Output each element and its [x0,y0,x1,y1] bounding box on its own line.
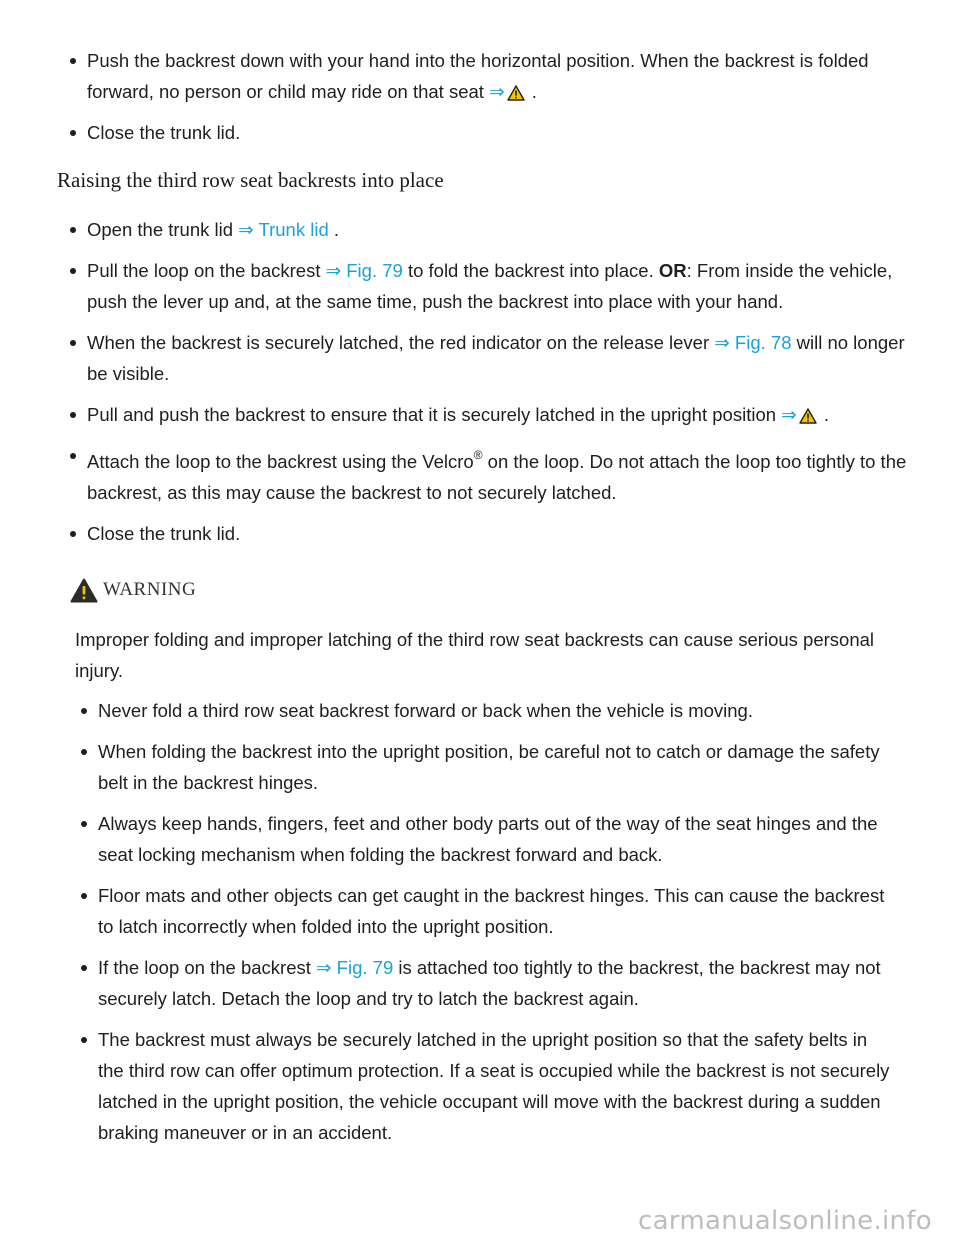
list-item [87,117,907,148]
warning-header [70,575,196,605]
item-text-mid: to fold the backrest into place. [402,260,659,281]
item-text-end: . [526,81,537,102]
fig-79-link[interactable]: ⇒ Fig. 79 [316,957,394,978]
list-item [87,327,907,389]
list-item [87,440,907,508]
item-text: Floor mats and other objects can get caught in the backrest hinges. This can cause the backrest to latch incorrectly when folded into the upright position. [98,885,885,937]
list-item [87,214,907,245]
item-text: When the backrest is securely latched, the red indicator on the release lever [87,332,715,353]
list-item [98,808,898,870]
list-item [87,518,907,549]
fig-78-link[interactable]: ⇒ Fig. 78 [714,332,792,353]
arrow-icon: ⇒ [781,404,797,425]
item-text: Attach the loop to the backrest using the Velcro [87,451,474,472]
warning-triangle-icon [70,578,98,603]
fig-79-link[interactable]: ⇒ Fig. 79 [325,260,403,281]
item-text-end: . [818,404,829,425]
list-item [87,399,907,430]
item-text: When folding the backrest into the upright position, be careful not to catch or damage the safety belt in the backrest hinges. [98,741,880,793]
item-text: Always keep hands, fingers, feet and other body parts out of the way of the seat hinges and the seat locking mechanism when folding the backrest forward and back. [98,813,878,865]
list-item [98,952,898,1014]
raise-steps-list [87,214,907,559]
warning-title: WARNING [103,579,197,600]
arrow-icon: ⇒ [489,81,505,102]
item-text-end: will no longer be visible. [87,332,905,384]
item-text: Push the backrest down with your hand into the horizontal position. When the backrest is folded forward, no person or child may ride on that seat [87,50,869,102]
item-text-end: . [328,219,340,240]
list-item [98,1024,898,1148]
or-emphasis: OR [658,260,687,281]
registered-mark: ® [473,448,483,462]
item-text: If the loop on the backrest [98,957,317,978]
warning-intro: Improper folding and improper latching of the third row seat backrests can cause serious personal injury. [75,629,875,681]
list-item [98,880,898,942]
item-text: Close the trunk lid. [87,122,241,143]
section-heading: Raising the third row seat backrests into place [57,168,444,192]
warning-triangle-icon [799,408,817,424]
warning-link[interactable] [781,404,819,425]
item-text: Pull the loop on the backrest [87,260,326,281]
watermark: carmanualsonline.info [637,1206,932,1236]
item-text: Pull and push the backrest to ensure that it is securely latched in the upright position [87,404,782,425]
list-item [98,736,898,798]
fold-steps-list [87,45,907,158]
warning-triangle-icon [507,85,525,101]
item-text: Never fold a third row seat backrest forward or back when the vehicle is moving. [98,700,753,721]
list-item [87,255,907,317]
warning-link[interactable] [489,81,527,102]
item-text-end: is attached too tightly to the backrest, the backrest may not securely latch. Detach the loop and try to latch the backrest again. [98,957,881,1009]
list-item [98,695,898,726]
item-text-end: on the loop. Do not attach the loop too tightly to the backrest, as this may cause the backrest to not securely latched. [87,451,907,503]
item-text: Close the trunk lid. [87,523,241,544]
item-text-end: : From inside the vehicle, push the lever up and, at the same time, push the backrest into place with your hand. [87,260,893,312]
list-item [87,45,907,107]
trunk-lid-link[interactable]: ⇒ Trunk lid [238,219,329,240]
item-text: The backrest must always be securely latched in the upright position so that the safety belts in the third row can offer optimum protection. If a seat is occupied while the backrest is not securely latched in the upright position, the vehicle occupant will move with the backrest during a sudden braking maneuver or in an accident. [98,1029,890,1143]
item-text: Open the trunk lid [87,219,239,240]
warning-list [98,695,898,1158]
